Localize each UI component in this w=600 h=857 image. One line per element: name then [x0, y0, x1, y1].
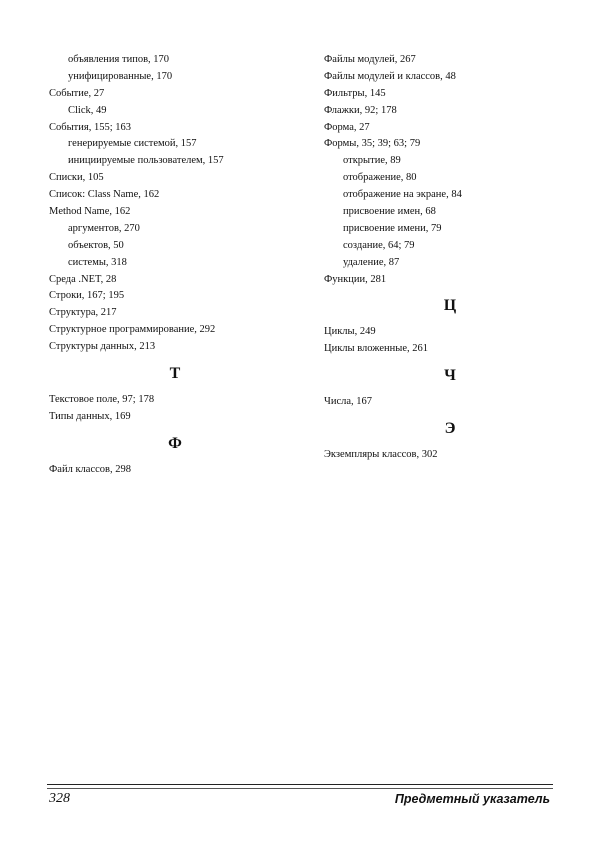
- footer-rule-secondary: [47, 788, 553, 789]
- index-entry: Фильтры, 145: [324, 87, 386, 99]
- section-letter: Ч: [444, 367, 456, 385]
- index-entry: Типы данных, 169: [49, 410, 131, 422]
- index-subentry: отображение на экране, 84: [343, 189, 462, 201]
- section-letter: Т: [169, 365, 181, 383]
- index-subentry: системы, 318: [68, 256, 127, 268]
- index-entry: Флажки, 92; 178: [324, 104, 397, 116]
- index-entry: Список: Class Name, 162: [49, 189, 160, 201]
- index-subentry: удаление, 87: [343, 256, 400, 268]
- index-entry: Функции, 281: [324, 273, 387, 285]
- running-head: Предметный указатель: [394, 792, 550, 806]
- section-letter: Э: [444, 420, 456, 438]
- index-entry: Файлы модулей, 267: [324, 54, 416, 65]
- index-entry: Списки, 105: [49, 172, 104, 184]
- index-entry: Структурное программирование, 292: [49, 324, 216, 336]
- index-subentry: присвоение имени, 79: [343, 222, 442, 234]
- index-entry: Текстовое поле, 97; 178: [49, 394, 155, 406]
- footer-rule: [47, 784, 553, 785]
- index-entry: Форма, 27: [324, 121, 370, 133]
- index-entry: События, 155; 163: [49, 121, 131, 133]
- index-entry: Структура, 217: [49, 307, 117, 319]
- index-subentry: инициируемые пользователем, 157: [68, 155, 224, 167]
- section-letter: Ц: [443, 297, 457, 315]
- index-entry: Формы, 35; 39; 63; 79: [324, 138, 421, 150]
- index-entry: Структуры данных, 213: [49, 341, 156, 353]
- index-entry: Файл классов, 298: [49, 463, 131, 475]
- index-subentry: создание, 64; 79: [343, 239, 415, 251]
- index-entry: Циклы, 249: [324, 326, 376, 338]
- index-entry: Среда .NET, 28: [49, 273, 117, 285]
- section-letter: Ф: [168, 434, 182, 452]
- index-subentry: объектов, 50: [68, 239, 124, 251]
- index-subentry: отображение, 80: [343, 172, 417, 184]
- page-number: 328: [49, 791, 70, 806]
- index-subentry: присвоение имен, 68: [343, 206, 436, 218]
- index-entry: Событие, 27: [49, 87, 105, 99]
- index-entry: Файлы модулей и классов, 48: [324, 70, 456, 82]
- index-entry: Строки, 167; 195: [49, 290, 125, 302]
- index-entry: Method Name, 162: [49, 206, 131, 218]
- index-column-left: [49, 52, 301, 479]
- index-subentry: открытие, 89: [343, 155, 401, 167]
- index-subentry: объявления типов, 170: [68, 54, 170, 65]
- index-subentry: унифицированные, 170: [68, 70, 173, 82]
- index-entry: Числа, 167: [324, 396, 373, 408]
- index-subentry: Click, 49: [68, 104, 107, 116]
- index-subentry: генерируемые системой, 157: [68, 138, 197, 150]
- index-entry: Экземпляры классов, 302: [324, 449, 438, 461]
- index-column-right: [324, 52, 576, 464]
- index-entry: Циклы вложенные, 261: [324, 343, 429, 355]
- index-subentry: аргументов, 270: [68, 222, 140, 234]
